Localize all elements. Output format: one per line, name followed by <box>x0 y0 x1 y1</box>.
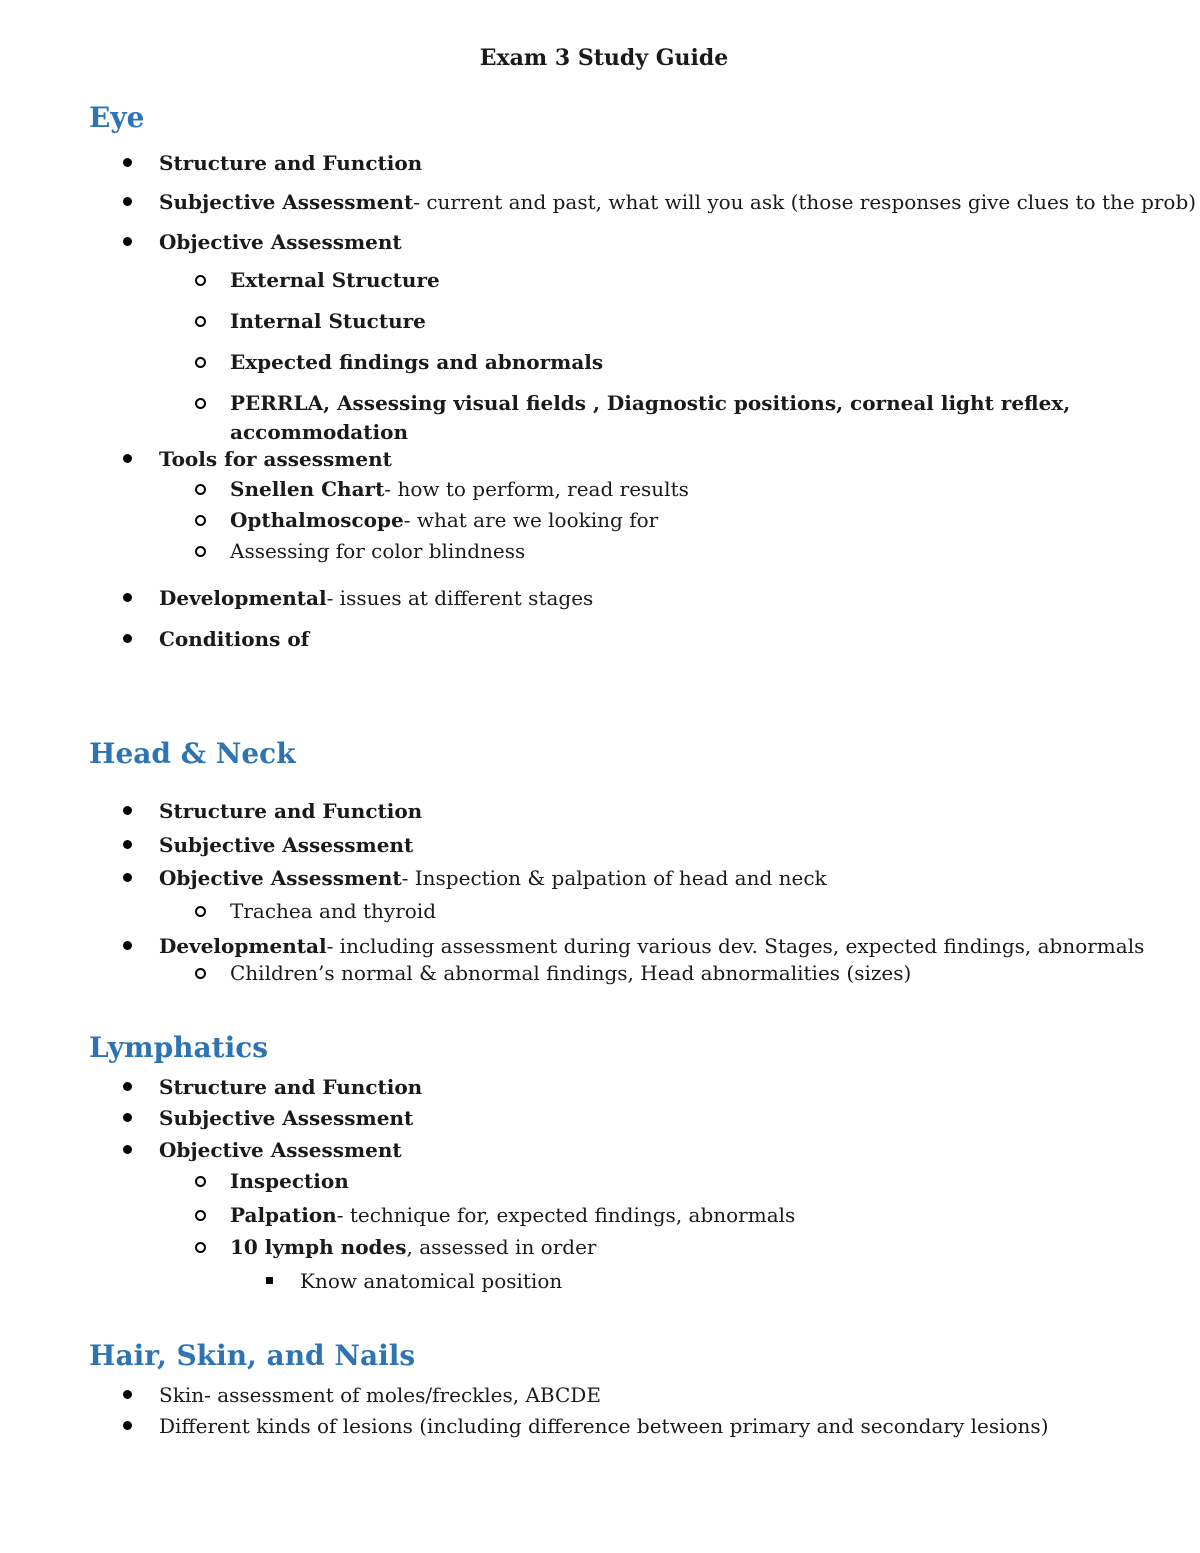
list-item: Tools for assessment <box>159 447 392 471</box>
bullet-circle <box>195 275 206 286</box>
bullet-disc <box>123 634 132 643</box>
item-label: Subjective Assessment <box>159 190 414 214</box>
item-label: Snellen Chart <box>230 477 385 501</box>
bullet-square <box>266 1277 273 1284</box>
list-item <box>230 474 689 504</box>
list-item: External Structure <box>230 268 440 292</box>
item-text: - current and past, what will you ask (those responses give clues to the prob) <box>413 190 1197 214</box>
item-label: Objective Assessment <box>159 866 402 890</box>
bullet-disc <box>123 873 132 882</box>
list-item: Assessing for color blindness <box>230 539 526 563</box>
item-text: , assessed in order <box>406 1235 597 1259</box>
list-item: Objective Assessment <box>159 230 402 254</box>
list-item <box>230 1200 795 1230</box>
bullet-disc <box>123 941 132 950</box>
list-item <box>159 583 593 613</box>
list-item-continuation: accommodation <box>230 420 408 444</box>
bullet-disc <box>123 1082 132 1091</box>
section-heading-eye: Eye <box>89 101 145 134</box>
bullet-circle <box>195 316 206 327</box>
bullet-circle <box>195 357 206 368</box>
item-text: - including assessment during various dev. Stages, expected findings, abnormals <box>326 934 1145 958</box>
bullet-disc <box>123 237 132 246</box>
list-item <box>159 187 1196 217</box>
list-item: Subjective Assessment <box>159 1106 414 1130</box>
document-title: Exam 3 Study Guide <box>479 45 729 71</box>
item-text: - issues at different stages <box>326 586 594 610</box>
bullet-disc <box>123 1421 132 1430</box>
bullet-circle <box>195 398 206 409</box>
item-text: - how to perform, read results <box>384 477 689 501</box>
bullet-disc <box>123 197 132 206</box>
item-text: - what are we looking for <box>403 508 659 532</box>
bullet-disc <box>123 158 132 167</box>
list-item: Skin- assessment of moles/freckles, ABCDE <box>159 1383 601 1407</box>
list-item: Internal Stucture <box>230 309 426 333</box>
list-item: Know anatomical position <box>300 1269 563 1293</box>
bullet-disc <box>123 593 132 602</box>
bullet-disc <box>123 806 132 815</box>
item-label: Developmental <box>159 586 327 610</box>
bullet-circle <box>195 968 206 979</box>
bullet-disc <box>123 840 132 849</box>
list-item <box>159 863 827 893</box>
list-item: Conditions of <box>159 627 310 651</box>
bullet-disc <box>123 1390 132 1399</box>
section-heading-hair-skin-nails: Hair, Skin, and Nails <box>89 1339 416 1372</box>
bullet-disc <box>123 1145 132 1154</box>
item-label: Palpation <box>230 1203 337 1227</box>
list-item: Structure and Function <box>159 151 423 175</box>
bullet-disc <box>123 1113 132 1122</box>
bullet-circle <box>195 546 206 557</box>
item-label: 10 lymph nodes <box>230 1235 407 1259</box>
list-item: Children’s normal & abnormal findings, Head abnormalities (sizes) <box>230 961 912 985</box>
list-item: Inspection <box>230 1169 349 1193</box>
bullet-circle <box>195 1210 206 1221</box>
item-text: - technique for, expected findings, abnormals <box>336 1203 796 1227</box>
item-text: - Inspection & palpation of head and neck <box>401 866 827 890</box>
list-item: Objective Assessment <box>159 1138 402 1162</box>
list-item: Expected findings and abnormals <box>230 350 604 374</box>
list-item: Trachea and thyroid <box>230 899 437 923</box>
list-item: PERRLA, Assessing visual fields , Diagnostic positions, corneal light reflex, <box>230 391 1071 415</box>
bullet-circle <box>195 1176 206 1187</box>
list-item: Different kinds of lesions (including difference between primary and secondary lesions) <box>159 1414 1049 1438</box>
bullet-circle <box>195 515 206 526</box>
list-item: Subjective Assessment <box>159 833 414 857</box>
list-item: Structure and Function <box>159 1075 423 1099</box>
bullet-disc <box>123 454 132 463</box>
list-item: Structure and Function <box>159 799 423 823</box>
bullet-circle <box>195 906 206 917</box>
section-heading-lymphatics: Lymphatics <box>89 1031 269 1064</box>
list-item <box>230 505 658 535</box>
list-item <box>230 1232 596 1262</box>
item-label: Opthalmoscope <box>230 508 404 532</box>
list-item <box>159 931 1144 961</box>
bullet-circle <box>195 1242 206 1253</box>
bullet-circle <box>195 484 206 495</box>
item-label: Developmental <box>159 934 327 958</box>
section-heading-head-neck: Head & Neck <box>89 737 296 770</box>
